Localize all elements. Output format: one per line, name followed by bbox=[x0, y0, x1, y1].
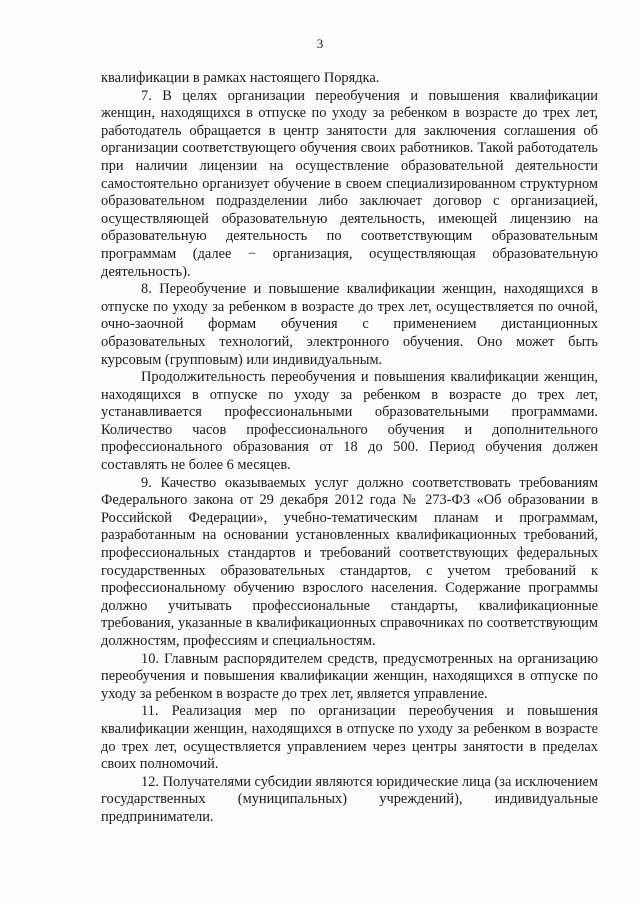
paragraph-9: 9. Качество оказываемых услуг должно соответствовать требованиям Федерального закона от 29 декабря 2012 года № 273-ФЗ «Об образовании в Российской Федерации», учебно-тематическим планам и программам, разработанным на основании установленных квалификационных требований, профессиональных стандартов и требований соответствующих федеральных государственных образовательных стандартов, с учетом требований к профессиональному обучению взрослого населения. Содержание программы должно учитывать профессиональные стандарты, квалификационные требования, указанные в квалификационных справочниках по соответствующим должностям, профессиям и специальностям. bbox=[101, 474, 598, 649]
paragraph-7: 7. В целях организации переобучения и повышения квалификации женщин, находящихся в отпуске по уходу за ребенком в возрасте до трех лет, работодатель обращается в центр занятости для заключения соглашения об организации соответствующего обучения своих работников. Такой работодатель при наличии лицензии на осуществление образовательной деятельности самостоятельно организует обучение в своем специализированном структурном образовательном подразделении либо заключает договор с организацией, осуществляющей образовательную деятельность, имеющей лицензию на образовательную деятельность по соответствующим образовательным программам (далее − организация, осуществляющая образовательную деятельность). bbox=[101, 87, 598, 280]
document-body bbox=[101, 70, 598, 827]
paragraph-8: 8. Переобучение и повышение квалификации женщин, находящихся в отпуске по уходу за ребенком в возрасте до трех лет, осуществляется по очной, очно-заочной формам обучения с применением дистанционных образовательных технологий, электронного обучения. Оно может быть курсовым (групповым) или индивидуальным. bbox=[101, 281, 598, 368]
paragraph-duration: Продолжительность переобучения и повышения квалификации женщин, находящихся в отпуске по уходу за ребенком в возрасте до трех лет, устанавливается профессиональными образовательными программами. Количество часов профессионального обучения и дополнительного профессионального образования от 18 до 500. Период обучения должен составлять не более 6 месяцев. bbox=[101, 369, 598, 474]
page-number: 3 bbox=[316, 36, 324, 51]
paragraph-10: 10. Главным распорядителем средств, предусмотренных на организацию переобучения и повышения квалификации женщин, находящихся в отпуске по уходу за ребенком в возрасте до трех лет, является управление. bbox=[101, 650, 598, 702]
paragraph-continuation: квалификации в рамках настоящего Порядка. bbox=[101, 70, 380, 86]
paragraph-11: 11. Реализация мер по организации переобучения и повышения квалификации женщин, находящихся в отпуске по уходу за ребенком в возрасте до трех лет, осуществляется управлением через центры занятости в пределах своих полномочий. bbox=[101, 703, 598, 773]
paragraph-12: 12. Получателями субсидии являются юридические лица (за исключением государственных (муниципальных) учреждений), индивидуальные предприниматели. bbox=[101, 773, 598, 825]
